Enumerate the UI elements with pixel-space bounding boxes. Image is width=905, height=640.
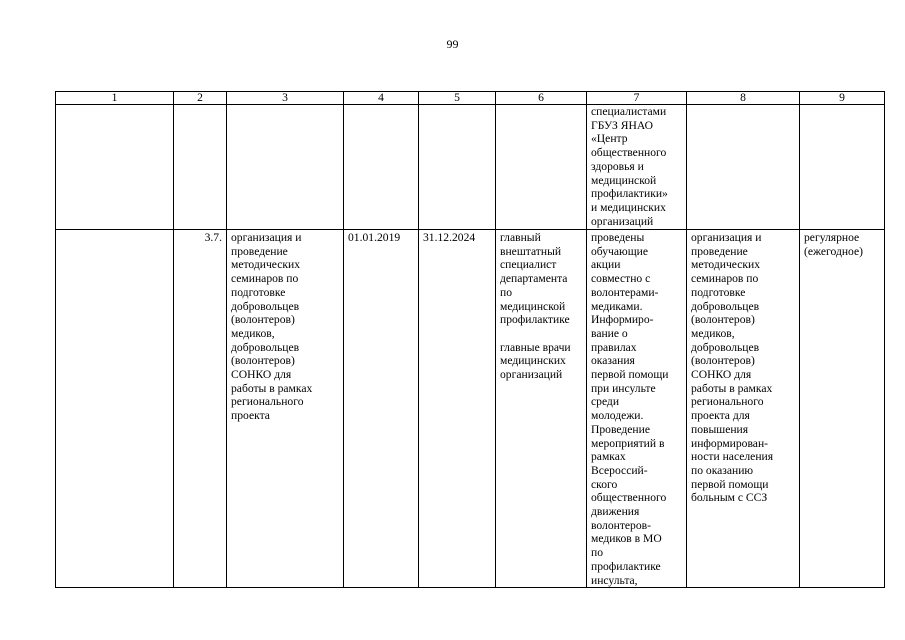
- table-row: [56, 105, 885, 230]
- column-number: 8: [687, 92, 800, 105]
- table-cell: [687, 105, 800, 230]
- table-cell: [56, 230, 174, 588]
- column-number: 2: [174, 92, 227, 105]
- table-cell: [800, 105, 885, 230]
- table-cell: [496, 105, 587, 230]
- column-number: 9: [800, 92, 885, 105]
- result-cell: специалистами ГБУЗ ЯНАО «Центр общественного здоровья и медицинской профилактики» и медицинских организаций: [587, 105, 687, 230]
- table-row: [56, 230, 885, 588]
- description-cell: организация и проведение методических семинаров по подготовке добровольцев (волонтеров) медиков, добровольцев (волонтеров) СОНКО для работы в рамках регионального проекта для повышения информирован- ности населения по оказанию первой помощи больным с ССЗ: [687, 230, 800, 588]
- column-number: 7: [587, 92, 687, 105]
- column-number: 4: [344, 92, 419, 105]
- table-cell: [419, 105, 496, 230]
- column-number: 1: [56, 92, 174, 105]
- column-number: 6: [496, 92, 587, 105]
- result-cell: проведены обучающие акции совместно с волонтерами- медиками. Информиро- вание о правилах оказания первой помощи при инсульте среди молодежи. Проведение мероприятий в рамках Всероссий- ского общественного движения волонтеров- медиков в МО по профилактике инсульта,: [587, 230, 687, 588]
- frequency-cell: регулярное (ежегодное): [800, 230, 885, 588]
- plan-table: [55, 91, 885, 588]
- column-number: 5: [419, 92, 496, 105]
- item-number-cell: 3.7.: [174, 230, 227, 588]
- table-cell: [344, 105, 419, 230]
- table-cell: [174, 105, 227, 230]
- column-number: 3: [227, 92, 344, 105]
- activity-cell: организация и проведение методических семинаров по подготовке добровольцев (волонтеров) медиков, добровольцев (волонтеров) СОНКО для работы в рамках регионального проекта: [227, 230, 344, 588]
- start-date-cell: 01.01.2019: [344, 230, 419, 588]
- end-date-cell: 31.12.2024: [419, 230, 496, 588]
- table-cell: [56, 105, 174, 230]
- page-number: 99: [446, 37, 459, 51]
- column-number-row: [56, 92, 885, 105]
- responsible-cell: главный внештатный специалист департамента по медицинской профилактике главные врачи медицинских организаций: [496, 230, 587, 588]
- table-cell: [227, 105, 344, 230]
